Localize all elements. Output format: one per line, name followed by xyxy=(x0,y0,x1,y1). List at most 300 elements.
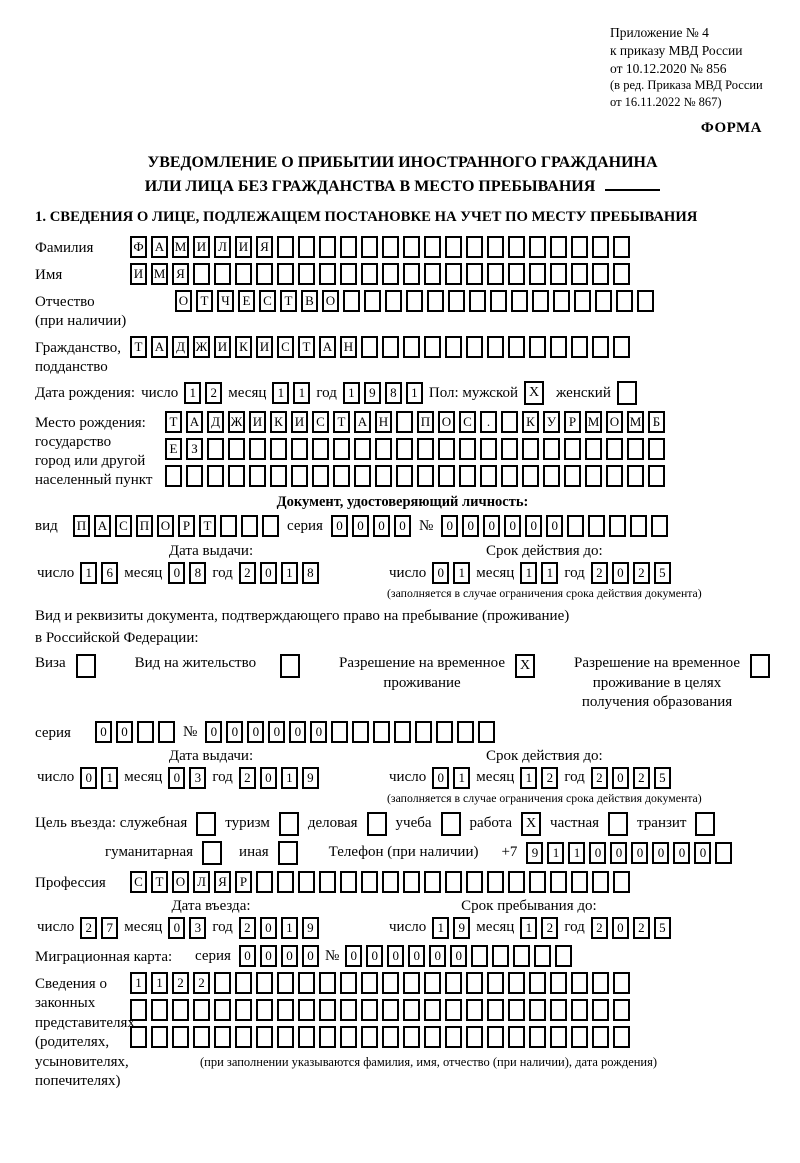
char-cell[interactable] xyxy=(613,263,630,285)
char-cell[interactable] xyxy=(487,263,504,285)
char-cell[interactable]: К xyxy=(522,411,539,433)
char-cell[interactable] xyxy=(469,290,486,312)
char-cell[interactable]: 1 xyxy=(343,382,360,404)
char-cell[interactable] xyxy=(417,438,434,460)
char-cell[interactable] xyxy=(319,871,336,893)
char-cell[interactable] xyxy=(574,290,591,312)
char-cell[interactable]: 2 xyxy=(205,382,222,404)
char-cell[interactable] xyxy=(277,236,294,258)
char-cell[interactable] xyxy=(501,411,518,433)
char-cell[interactable] xyxy=(186,465,203,487)
char-cell[interactable]: 0 xyxy=(546,515,563,537)
char-cell[interactable] xyxy=(508,1026,525,1048)
char-cell[interactable]: Т xyxy=(333,411,350,433)
char-cell[interactable] xyxy=(235,972,252,994)
char-cell[interactable] xyxy=(403,236,420,258)
char-cell[interactable] xyxy=(466,336,483,358)
char-cell[interactable] xyxy=(262,515,279,537)
char-cell[interactable] xyxy=(459,438,476,460)
char-cell[interactable]: 0 xyxy=(432,562,449,584)
char-cell[interactable]: 0 xyxy=(525,515,542,537)
char-cell[interactable]: М xyxy=(151,263,168,285)
char-cell[interactable]: О xyxy=(322,290,339,312)
char-cell[interactable] xyxy=(361,236,378,258)
char-cell[interactable]: А xyxy=(151,336,168,358)
char-cell[interactable]: 1 xyxy=(272,382,289,404)
char-cell[interactable]: А xyxy=(94,515,111,537)
char-cell[interactable]: 2 xyxy=(193,972,210,994)
char-cell[interactable]: С xyxy=(312,411,329,433)
char-cell[interactable] xyxy=(249,465,266,487)
char-cell[interactable] xyxy=(490,290,507,312)
char-cell[interactable]: Т xyxy=(196,290,213,312)
char-cell[interactable] xyxy=(445,999,462,1021)
char-cell[interactable] xyxy=(403,972,420,994)
char-cell[interactable] xyxy=(214,263,231,285)
char-cell[interactable] xyxy=(529,999,546,1021)
char-cell[interactable] xyxy=(319,236,336,258)
char-cell[interactable] xyxy=(487,1026,504,1048)
char-cell[interactable] xyxy=(298,972,315,994)
char-cell[interactable]: 0 xyxy=(631,842,648,864)
char-cell[interactable] xyxy=(613,336,630,358)
char-cell[interactable]: Т xyxy=(298,336,315,358)
char-cell[interactable] xyxy=(564,465,581,487)
char-cell[interactable]: 0 xyxy=(239,945,256,967)
char-cell[interactable] xyxy=(220,515,237,537)
char-cell[interactable]: 2 xyxy=(239,767,256,789)
char-cell[interactable]: 9 xyxy=(302,767,319,789)
temp-residence-edu-checkbox[interactable] xyxy=(750,654,770,678)
purpose-other-checkbox[interactable] xyxy=(278,841,298,865)
char-cell[interactable] xyxy=(571,1026,588,1048)
char-cell[interactable] xyxy=(406,290,423,312)
char-cell[interactable]: О xyxy=(606,411,623,433)
purpose-work-checkbox[interactable]: X xyxy=(521,812,541,836)
char-cell[interactable] xyxy=(343,290,360,312)
char-cell[interactable] xyxy=(487,972,504,994)
char-cell[interactable]: 0 xyxy=(366,945,383,967)
purpose-humanitarian-checkbox[interactable] xyxy=(202,841,222,865)
char-cell[interactable] xyxy=(571,972,588,994)
char-cell[interactable] xyxy=(382,336,399,358)
char-cell[interactable]: 0 xyxy=(168,767,185,789)
char-cell[interactable]: О xyxy=(157,515,174,537)
char-cell[interactable]: 9 xyxy=(526,842,543,864)
char-cell[interactable]: 2 xyxy=(239,562,256,584)
char-cell[interactable]: Т xyxy=(280,290,297,312)
char-cell[interactable]: 1 xyxy=(520,562,537,584)
char-cell[interactable] xyxy=(270,465,287,487)
char-cell[interactable]: Т xyxy=(199,515,216,537)
char-cell[interactable] xyxy=(585,465,602,487)
char-cell[interactable] xyxy=(340,236,357,258)
char-cell[interactable]: 0 xyxy=(247,721,264,743)
char-cell[interactable] xyxy=(630,515,647,537)
char-cell[interactable] xyxy=(298,1026,315,1048)
char-cell[interactable] xyxy=(613,999,630,1021)
char-cell[interactable]: М xyxy=(172,236,189,258)
char-cell[interactable]: А xyxy=(186,411,203,433)
char-cell[interactable] xyxy=(459,465,476,487)
char-cell[interactable]: 0 xyxy=(331,515,348,537)
char-cell[interactable]: 0 xyxy=(168,562,185,584)
char-cell[interactable] xyxy=(501,438,518,460)
sex-female-checkbox[interactable] xyxy=(617,381,637,405)
char-cell[interactable] xyxy=(508,999,525,1021)
char-cell[interactable]: А xyxy=(319,336,336,358)
char-cell[interactable]: Ф xyxy=(130,236,147,258)
char-cell[interactable]: 1 xyxy=(130,972,147,994)
char-cell[interactable] xyxy=(595,290,612,312)
char-cell[interactable] xyxy=(333,438,350,460)
char-cell[interactable] xyxy=(648,465,665,487)
char-cell[interactable]: Р xyxy=(235,871,252,893)
char-cell[interactable]: 1 xyxy=(547,842,564,864)
char-cell[interactable]: 2 xyxy=(633,767,650,789)
char-cell[interactable]: И xyxy=(256,336,273,358)
char-cell[interactable] xyxy=(550,999,567,1021)
char-cell[interactable]: 0 xyxy=(260,917,277,939)
char-cell[interactable] xyxy=(609,515,626,537)
char-cell[interactable]: О xyxy=(438,411,455,433)
char-cell[interactable]: 8 xyxy=(302,562,319,584)
char-cell[interactable]: 2 xyxy=(239,917,256,939)
char-cell[interactable]: 0 xyxy=(302,945,319,967)
char-cell[interactable] xyxy=(424,972,441,994)
char-cell[interactable]: 5 xyxy=(654,562,671,584)
char-cell[interactable] xyxy=(627,465,644,487)
char-cell[interactable] xyxy=(424,236,441,258)
char-cell[interactable]: Н xyxy=(375,411,392,433)
char-cell[interactable] xyxy=(333,465,350,487)
char-cell[interactable]: 2 xyxy=(80,917,97,939)
char-cell[interactable] xyxy=(207,438,224,460)
char-cell[interactable]: 0 xyxy=(694,842,711,864)
char-cell[interactable] xyxy=(424,263,441,285)
char-cell[interactable]: 1 xyxy=(406,382,423,404)
char-cell[interactable] xyxy=(445,263,462,285)
char-cell[interactable] xyxy=(529,236,546,258)
char-cell[interactable]: 1 xyxy=(281,562,298,584)
char-cell[interactable]: 2 xyxy=(591,917,608,939)
char-cell[interactable] xyxy=(534,945,551,967)
char-cell[interactable]: 0 xyxy=(260,767,277,789)
char-cell[interactable]: Н xyxy=(340,336,357,358)
char-cell[interactable]: 3 xyxy=(189,917,206,939)
purpose-official-checkbox[interactable] xyxy=(196,812,216,836)
char-cell[interactable] xyxy=(375,465,392,487)
char-cell[interactable] xyxy=(550,1026,567,1048)
char-cell[interactable]: 9 xyxy=(302,917,319,939)
char-cell[interactable] xyxy=(511,290,528,312)
char-cell[interactable] xyxy=(256,972,273,994)
char-cell[interactable]: П xyxy=(417,411,434,433)
char-cell[interactable] xyxy=(277,263,294,285)
char-cell[interactable] xyxy=(319,972,336,994)
char-cell[interactable]: 9 xyxy=(453,917,470,939)
char-cell[interactable]: Т xyxy=(165,411,182,433)
char-cell[interactable] xyxy=(543,465,560,487)
char-cell[interactable] xyxy=(361,972,378,994)
char-cell[interactable] xyxy=(361,336,378,358)
char-cell[interactable] xyxy=(648,438,665,460)
char-cell[interactable] xyxy=(312,465,329,487)
char-cell[interactable] xyxy=(427,290,444,312)
char-cell[interactable] xyxy=(172,999,189,1021)
char-cell[interactable] xyxy=(312,438,329,460)
temp-residence-checkbox[interactable]: X xyxy=(515,654,535,678)
char-cell[interactable] xyxy=(571,263,588,285)
char-cell[interactable] xyxy=(529,972,546,994)
char-cell[interactable] xyxy=(298,999,315,1021)
char-cell[interactable] xyxy=(613,972,630,994)
char-cell[interactable]: 0 xyxy=(168,917,185,939)
char-cell[interactable] xyxy=(445,972,462,994)
char-cell[interactable] xyxy=(466,972,483,994)
char-cell[interactable]: 0 xyxy=(610,842,627,864)
char-cell[interactable] xyxy=(256,1026,273,1048)
char-cell[interactable]: 0 xyxy=(310,721,327,743)
char-cell[interactable] xyxy=(385,290,402,312)
char-cell[interactable] xyxy=(235,263,252,285)
char-cell[interactable]: 0 xyxy=(373,515,390,537)
char-cell[interactable] xyxy=(130,999,147,1021)
purpose-transit-checkbox[interactable] xyxy=(695,812,715,836)
char-cell[interactable]: П xyxy=(136,515,153,537)
char-cell[interactable] xyxy=(340,972,357,994)
char-cell[interactable]: 1 xyxy=(281,917,298,939)
char-cell[interactable]: 0 xyxy=(612,917,629,939)
char-cell[interactable] xyxy=(585,438,602,460)
char-cell[interactable] xyxy=(193,1026,210,1048)
char-cell[interactable]: Ж xyxy=(228,411,245,433)
char-cell[interactable]: С xyxy=(115,515,132,537)
char-cell[interactable] xyxy=(394,721,411,743)
char-cell[interactable] xyxy=(448,290,465,312)
char-cell[interactable] xyxy=(270,438,287,460)
char-cell[interactable] xyxy=(382,236,399,258)
char-cell[interactable] xyxy=(151,999,168,1021)
char-cell[interactable] xyxy=(382,1026,399,1048)
char-cell[interactable] xyxy=(571,336,588,358)
char-cell[interactable]: Т xyxy=(130,336,147,358)
char-cell[interactable] xyxy=(616,290,633,312)
char-cell[interactable] xyxy=(396,438,413,460)
char-cell[interactable]: . xyxy=(480,411,497,433)
char-cell[interactable]: 0 xyxy=(281,945,298,967)
char-cell[interactable]: 0 xyxy=(205,721,222,743)
char-cell[interactable] xyxy=(298,871,315,893)
char-cell[interactable] xyxy=(361,871,378,893)
char-cell[interactable] xyxy=(543,438,560,460)
char-cell[interactable] xyxy=(651,515,668,537)
char-cell[interactable]: 2 xyxy=(172,972,189,994)
char-cell[interactable] xyxy=(466,871,483,893)
char-cell[interactable] xyxy=(478,721,495,743)
char-cell[interactable]: 2 xyxy=(541,917,558,939)
char-cell[interactable]: Д xyxy=(207,411,224,433)
char-cell[interactable] xyxy=(471,945,488,967)
char-cell[interactable] xyxy=(424,999,441,1021)
char-cell[interactable]: 2 xyxy=(541,767,558,789)
char-cell[interactable]: 8 xyxy=(385,382,402,404)
char-cell[interactable]: 0 xyxy=(504,515,521,537)
char-cell[interactable]: М xyxy=(585,411,602,433)
char-cell[interactable]: 1 xyxy=(151,972,168,994)
char-cell[interactable]: Т xyxy=(151,871,168,893)
char-cell[interactable] xyxy=(592,1026,609,1048)
char-cell[interactable]: 2 xyxy=(591,767,608,789)
char-cell[interactable]: Л xyxy=(214,236,231,258)
char-cell[interactable]: 2 xyxy=(633,917,650,939)
char-cell[interactable]: И xyxy=(249,411,266,433)
char-cell[interactable]: К xyxy=(270,411,287,433)
char-cell[interactable] xyxy=(438,465,455,487)
char-cell[interactable]: А xyxy=(354,411,371,433)
char-cell[interactable] xyxy=(592,236,609,258)
char-cell[interactable]: 2 xyxy=(633,562,650,584)
char-cell[interactable]: 1 xyxy=(293,382,310,404)
char-cell[interactable] xyxy=(417,465,434,487)
char-cell[interactable] xyxy=(501,465,518,487)
char-cell[interactable]: 1 xyxy=(281,767,298,789)
char-cell[interactable] xyxy=(256,999,273,1021)
char-cell[interactable]: К xyxy=(235,336,252,358)
char-cell[interactable] xyxy=(550,972,567,994)
char-cell[interactable]: 0 xyxy=(80,767,97,789)
char-cell[interactable] xyxy=(256,263,273,285)
char-cell[interactable] xyxy=(466,1026,483,1048)
char-cell[interactable] xyxy=(555,945,572,967)
char-cell[interactable] xyxy=(130,1026,147,1048)
char-cell[interactable]: 0 xyxy=(268,721,285,743)
char-cell[interactable]: 1 xyxy=(453,767,470,789)
char-cell[interactable] xyxy=(592,972,609,994)
char-cell[interactable] xyxy=(508,871,525,893)
char-cell[interactable] xyxy=(637,290,654,312)
char-cell[interactable] xyxy=(606,465,623,487)
char-cell[interactable]: Я xyxy=(256,236,273,258)
char-cell[interactable] xyxy=(424,1026,441,1048)
char-cell[interactable] xyxy=(522,465,539,487)
char-cell[interactable]: 0 xyxy=(652,842,669,864)
char-cell[interactable] xyxy=(277,871,294,893)
char-cell[interactable] xyxy=(319,999,336,1021)
char-cell[interactable] xyxy=(241,515,258,537)
char-cell[interactable]: 1 xyxy=(184,382,201,404)
char-cell[interactable] xyxy=(331,721,348,743)
char-cell[interactable]: Е xyxy=(165,438,182,460)
char-cell[interactable] xyxy=(445,1026,462,1048)
char-cell[interactable]: З xyxy=(186,438,203,460)
char-cell[interactable] xyxy=(529,871,546,893)
char-cell[interactable]: 0 xyxy=(429,945,446,967)
char-cell[interactable] xyxy=(466,236,483,258)
char-cell[interactable] xyxy=(340,1026,357,1048)
char-cell[interactable]: 1 xyxy=(568,842,585,864)
char-cell[interactable] xyxy=(340,999,357,1021)
char-cell[interactable] xyxy=(487,999,504,1021)
char-cell[interactable] xyxy=(529,263,546,285)
char-cell[interactable] xyxy=(424,871,441,893)
char-cell[interactable] xyxy=(606,438,623,460)
char-cell[interactable] xyxy=(466,999,483,1021)
char-cell[interactable]: 0 xyxy=(387,945,404,967)
char-cell[interactable]: 0 xyxy=(408,945,425,967)
char-cell[interactable] xyxy=(588,515,605,537)
char-cell[interactable]: С xyxy=(259,290,276,312)
char-cell[interactable] xyxy=(532,290,549,312)
char-cell[interactable] xyxy=(354,438,371,460)
char-cell[interactable] xyxy=(340,871,357,893)
char-cell[interactable] xyxy=(214,972,231,994)
char-cell[interactable]: И xyxy=(130,263,147,285)
char-cell[interactable] xyxy=(567,515,584,537)
char-cell[interactable] xyxy=(529,1026,546,1048)
char-cell[interactable] xyxy=(529,336,546,358)
char-cell[interactable]: 0 xyxy=(483,515,500,537)
char-cell[interactable] xyxy=(235,999,252,1021)
char-cell[interactable] xyxy=(480,438,497,460)
char-cell[interactable]: М xyxy=(627,411,644,433)
char-cell[interactable] xyxy=(382,871,399,893)
char-cell[interactable] xyxy=(151,1026,168,1048)
char-cell[interactable]: 3 xyxy=(189,767,206,789)
char-cell[interactable] xyxy=(277,1026,294,1048)
char-cell[interactable] xyxy=(291,465,308,487)
char-cell[interactable]: И xyxy=(291,411,308,433)
char-cell[interactable]: 1 xyxy=(520,767,537,789)
char-cell[interactable]: И xyxy=(235,236,252,258)
char-cell[interactable] xyxy=(158,721,175,743)
char-cell[interactable] xyxy=(319,1026,336,1048)
char-cell[interactable] xyxy=(715,842,732,864)
char-cell[interactable] xyxy=(207,465,224,487)
char-cell[interactable] xyxy=(592,871,609,893)
char-cell[interactable]: 0 xyxy=(612,767,629,789)
char-cell[interactable] xyxy=(396,411,413,433)
char-cell[interactable]: Р xyxy=(178,515,195,537)
char-cell[interactable] xyxy=(424,336,441,358)
char-cell[interactable] xyxy=(492,945,509,967)
char-cell[interactable]: 1 xyxy=(101,767,118,789)
char-cell[interactable] xyxy=(466,263,483,285)
char-cell[interactable]: Р xyxy=(564,411,581,433)
char-cell[interactable]: 0 xyxy=(345,945,362,967)
char-cell[interactable]: Я xyxy=(172,263,189,285)
char-cell[interactable]: 1 xyxy=(432,917,449,939)
char-cell[interactable] xyxy=(298,236,315,258)
purpose-private-checkbox[interactable] xyxy=(608,812,628,836)
char-cell[interactable]: 0 xyxy=(394,515,411,537)
char-cell[interactable]: 8 xyxy=(189,562,206,584)
purpose-tourism-checkbox[interactable] xyxy=(279,812,299,836)
char-cell[interactable] xyxy=(235,1026,252,1048)
char-cell[interactable] xyxy=(613,1026,630,1048)
char-cell[interactable] xyxy=(513,945,530,967)
char-cell[interactable]: 5 xyxy=(654,917,671,939)
char-cell[interactable]: 1 xyxy=(453,562,470,584)
char-cell[interactable]: У xyxy=(543,411,560,433)
char-cell[interactable]: 0 xyxy=(289,721,306,743)
char-cell[interactable]: 2 xyxy=(591,562,608,584)
char-cell[interactable] xyxy=(228,438,245,460)
char-cell[interactable] xyxy=(382,263,399,285)
sex-male-checkbox[interactable]: X xyxy=(524,381,544,405)
char-cell[interactable] xyxy=(361,999,378,1021)
char-cell[interactable] xyxy=(508,972,525,994)
